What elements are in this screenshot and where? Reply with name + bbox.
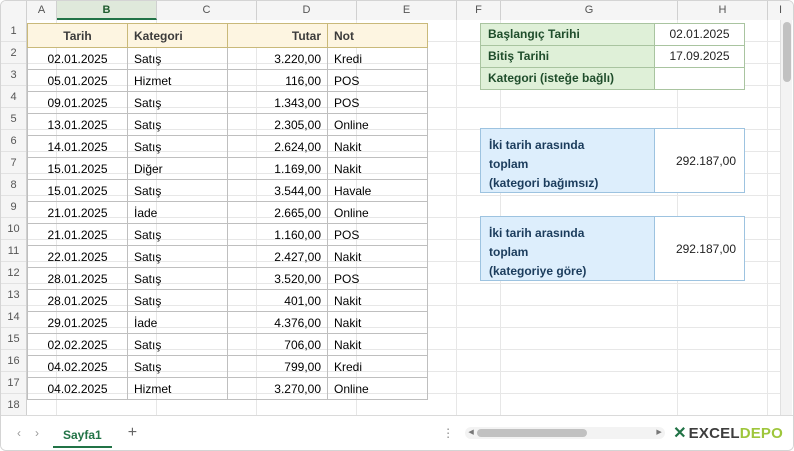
cell-tutar[interactable]: 401,00: [228, 290, 328, 312]
cell-not[interactable]: Nakit: [328, 290, 428, 312]
param-row: [480, 67, 745, 90]
column-header-d[interactable]: D: [257, 1, 357, 20]
logo-mark-icon: ✕: [673, 425, 687, 442]
table-row[interactable]: [28, 356, 428, 378]
table-row[interactable]: [28, 70, 428, 92]
cell-tutar[interactable]: 1.169,00: [228, 158, 328, 180]
table-row[interactable]: [28, 180, 428, 202]
cell-tarih[interactable]: 28.01.2025: [28, 290, 128, 312]
column-header-kategori[interactable]: Kategori: [128, 24, 228, 48]
cell-not[interactable]: Nakit: [328, 334, 428, 356]
cell-not[interactable]: Online: [328, 378, 428, 400]
cell-not[interactable]: POS: [328, 224, 428, 246]
result-box-by-category: [480, 216, 745, 281]
row-header-column: [1, 20, 27, 416]
row-header-15[interactable]: 15: [1, 328, 26, 350]
cell-kategori[interactable]: Diğer: [128, 158, 228, 180]
row-header-10[interactable]: 10: [1, 218, 26, 240]
cell-kategori[interactable]: Satış: [128, 114, 228, 136]
scroll-right-icon[interactable]: ▶: [656, 429, 662, 436]
column-header-b[interactable]: B: [57, 1, 157, 20]
cell-not[interactable]: Kredi: [328, 356, 428, 378]
table-row[interactable]: [28, 92, 428, 114]
param-value-start-date[interactable]: 02.01.2025: [655, 23, 745, 46]
row-header-5[interactable]: 5: [1, 108, 26, 130]
cell-tutar[interactable]: 2.427,00: [228, 246, 328, 268]
param-value-category[interactable]: [655, 67, 745, 90]
column-header-f[interactable]: F: [457, 1, 501, 20]
cell-kategori[interactable]: Satış: [128, 246, 228, 268]
cell-not[interactable]: POS: [328, 268, 428, 290]
table-row[interactable]: [28, 290, 428, 312]
cell-tarih[interactable]: 15.01.2025: [28, 180, 128, 202]
cell-kategori[interactable]: Satış: [128, 92, 228, 114]
table-row[interactable]: [28, 334, 428, 356]
cell-kategori[interactable]: İade: [128, 312, 228, 334]
column-header-i[interactable]: I: [768, 1, 794, 20]
data-table: [27, 23, 428, 400]
result-line-3: (kategoriye göre): [489, 264, 587, 278]
select-all-corner[interactable]: [1, 1, 27, 20]
column-header-g[interactable]: G: [501, 1, 678, 20]
row-header-11[interactable]: 11: [1, 240, 26, 262]
logo-text-depo: DEPO: [739, 424, 783, 442]
result-label-category-independent: [480, 128, 655, 193]
column-header-e[interactable]: E: [357, 1, 457, 20]
prev-sheet-icon[interactable]: ‹: [17, 426, 21, 440]
cell-kategori[interactable]: Satış: [128, 180, 228, 202]
cell-tutar[interactable]: 2.305,00: [228, 114, 328, 136]
add-sheet-button[interactable]: +: [127, 424, 138, 441]
table-row[interactable]: [28, 224, 428, 246]
cell-tarih[interactable]: 02.02.2025: [28, 334, 128, 356]
row-header-18[interactable]: 18: [1, 394, 26, 416]
result-line-1: İki tarih arasında: [489, 226, 585, 240]
cell-tutar[interactable]: 4.376,00: [228, 312, 328, 334]
cell-tarih[interactable]: 09.01.2025: [28, 92, 128, 114]
cell-tutar[interactable]: 3.544,00: [228, 180, 328, 202]
cell-not[interactable]: Kredi: [328, 48, 428, 70]
sheet-nav-arrows: [1, 426, 53, 440]
cell-not[interactable]: Nakit: [328, 246, 428, 268]
cell-not[interactable]: Online: [328, 202, 428, 224]
cell-kategori[interactable]: Hizmet: [128, 378, 228, 400]
row-header-12[interactable]: 12: [1, 262, 26, 284]
cell-tutar[interactable]: 3.520,00: [228, 268, 328, 290]
result-value-by-category[interactable]: 292.187,00: [655, 216, 745, 281]
row-header-13[interactable]: 13: [1, 284, 26, 306]
cell-kategori[interactable]: Satış: [128, 268, 228, 290]
horizontal-scrollbar-thumb[interactable]: [477, 429, 587, 437]
table-row[interactable]: [28, 136, 428, 158]
cell-tutar[interactable]: 1.160,00: [228, 224, 328, 246]
table-row[interactable]: [28, 114, 428, 136]
sheet-overflow-icon[interactable]: ⋮: [442, 426, 456, 440]
row-header-7[interactable]: 7: [1, 152, 26, 174]
cell-not[interactable]: POS: [328, 92, 428, 114]
scroll-left-icon[interactable]: ◀: [468, 429, 474, 436]
cell-kategori[interactable]: Satış: [128, 224, 228, 246]
row-header-8[interactable]: 8: [1, 174, 26, 196]
row-header-9[interactable]: 9: [1, 196, 26, 218]
result-label-by-category: [480, 216, 655, 281]
logo-text-excel: EXCEL: [688, 424, 740, 442]
cell-tarih[interactable]: 05.01.2025: [28, 70, 128, 92]
table-row[interactable]: [28, 48, 428, 70]
cell-tarih[interactable]: 04.02.2025: [28, 356, 128, 378]
cell-tarih[interactable]: 13.01.2025: [28, 114, 128, 136]
cell-tarih[interactable]: 02.01.2025: [28, 48, 128, 70]
vertical-scrollbar-thumb[interactable]: [783, 22, 791, 82]
cell-kategori[interactable]: Hizmet: [128, 70, 228, 92]
cell-tutar[interactable]: 706,00: [228, 334, 328, 356]
column-header-row: [1, 1, 794, 20]
row-header-17[interactable]: 17: [1, 372, 26, 394]
param-label-end-date: Bitiş Tarihi: [480, 45, 655, 68]
cell-tarih[interactable]: 29.01.2025: [28, 312, 128, 334]
cell-kategori[interactable]: Satış: [128, 48, 228, 70]
table-header-row: [28, 24, 428, 48]
cell-tarih[interactable]: 22.01.2025: [28, 246, 128, 268]
result-box-category-independent: [480, 128, 745, 193]
cell-tutar[interactable]: 3.270,00: [228, 378, 328, 400]
cell-tarih[interactable]: 04.02.2025: [28, 378, 128, 400]
exceldepo-logo: [673, 423, 794, 443]
cell-not[interactable]: Havale: [328, 180, 428, 202]
table-row[interactable]: [28, 312, 428, 334]
table-row[interactable]: [28, 246, 428, 268]
param-row: [480, 23, 745, 46]
column-header-tarih[interactable]: Tarih: [28, 24, 128, 48]
gridline-vertical: [456, 20, 457, 416]
cell-tarih[interactable]: 28.01.2025: [28, 268, 128, 290]
cell-not[interactable]: Online: [328, 114, 428, 136]
row-header-14[interactable]: 14: [1, 306, 26, 328]
table-row[interactable]: [28, 378, 428, 400]
table-row[interactable]: [28, 268, 428, 290]
cell-kategori[interactable]: İade: [128, 202, 228, 224]
horizontal-scrollbar[interactable]: [465, 427, 665, 439]
cell-not[interactable]: POS: [328, 70, 428, 92]
row-header-1[interactable]: 1: [1, 20, 26, 42]
column-header-not[interactable]: Not: [328, 24, 428, 48]
vertical-scrollbar[interactable]: [780, 20, 792, 416]
result-line-2: toplam: [489, 245, 529, 259]
row-header-6[interactable]: 6: [1, 130, 26, 152]
table-row[interactable]: [28, 202, 428, 224]
cell-tarih[interactable]: 14.01.2025: [28, 136, 128, 158]
param-row: [480, 45, 745, 68]
cell-tutar[interactable]: 2.665,00: [228, 202, 328, 224]
column-header-h[interactable]: H: [678, 1, 768, 20]
cell-tarih[interactable]: 21.01.2025: [28, 224, 128, 246]
row-header-4[interactable]: 4: [1, 86, 26, 108]
result-line-3: (kategori bağımsız): [489, 176, 599, 190]
cell-not[interactable]: Nakit: [328, 312, 428, 334]
cell-not[interactable]: Nakit: [328, 158, 428, 180]
sheet-tab-bar: [1, 415, 794, 450]
cell-tutar[interactable]: 1.343,00: [228, 92, 328, 114]
sheet-tab-sayfa1[interactable]: Sayfa1: [53, 423, 112, 448]
row-header-16[interactable]: 16: [1, 350, 26, 372]
param-label-start-date: Başlangıç Tarihi: [480, 23, 655, 46]
cell-not[interactable]: Nakit: [328, 136, 428, 158]
param-label-category: Kategori (isteğe bağlı): [480, 67, 655, 90]
result-line-1: İki tarih arasında: [489, 138, 585, 152]
column-header-tutar[interactable]: Tutar: [228, 24, 328, 48]
next-sheet-icon[interactable]: ›: [35, 426, 39, 440]
cell-tutar[interactable]: 2.624,00: [228, 136, 328, 158]
cell-tarih[interactable]: 15.01.2025: [28, 158, 128, 180]
row-header-2[interactable]: 2: [1, 42, 26, 64]
column-header-a[interactable]: A: [27, 1, 57, 20]
cell-tutar[interactable]: 3.220,00: [228, 48, 328, 70]
table-row[interactable]: [28, 158, 428, 180]
result-line-2: toplam: [489, 157, 529, 171]
cell-kategori[interactable]: Satış: [128, 334, 228, 356]
cell-tarih[interactable]: 21.01.2025: [28, 202, 128, 224]
gridline-vertical: [767, 20, 768, 416]
row-header-3[interactable]: 3: [1, 64, 26, 86]
cell-kategori[interactable]: Satış: [128, 356, 228, 378]
cell-tutar[interactable]: 799,00: [228, 356, 328, 378]
grid-area[interactable]: [27, 20, 783, 416]
cell-tutar[interactable]: 116,00: [228, 70, 328, 92]
cell-kategori[interactable]: Satış: [128, 290, 228, 312]
column-header-c[interactable]: C: [157, 1, 257, 20]
cell-kategori[interactable]: Satış: [128, 136, 228, 158]
parameter-panel: [480, 23, 745, 90]
result-value-category-independent[interactable]: 292.187,00: [655, 128, 745, 193]
param-value-end-date[interactable]: 17.09.2025: [655, 45, 745, 68]
